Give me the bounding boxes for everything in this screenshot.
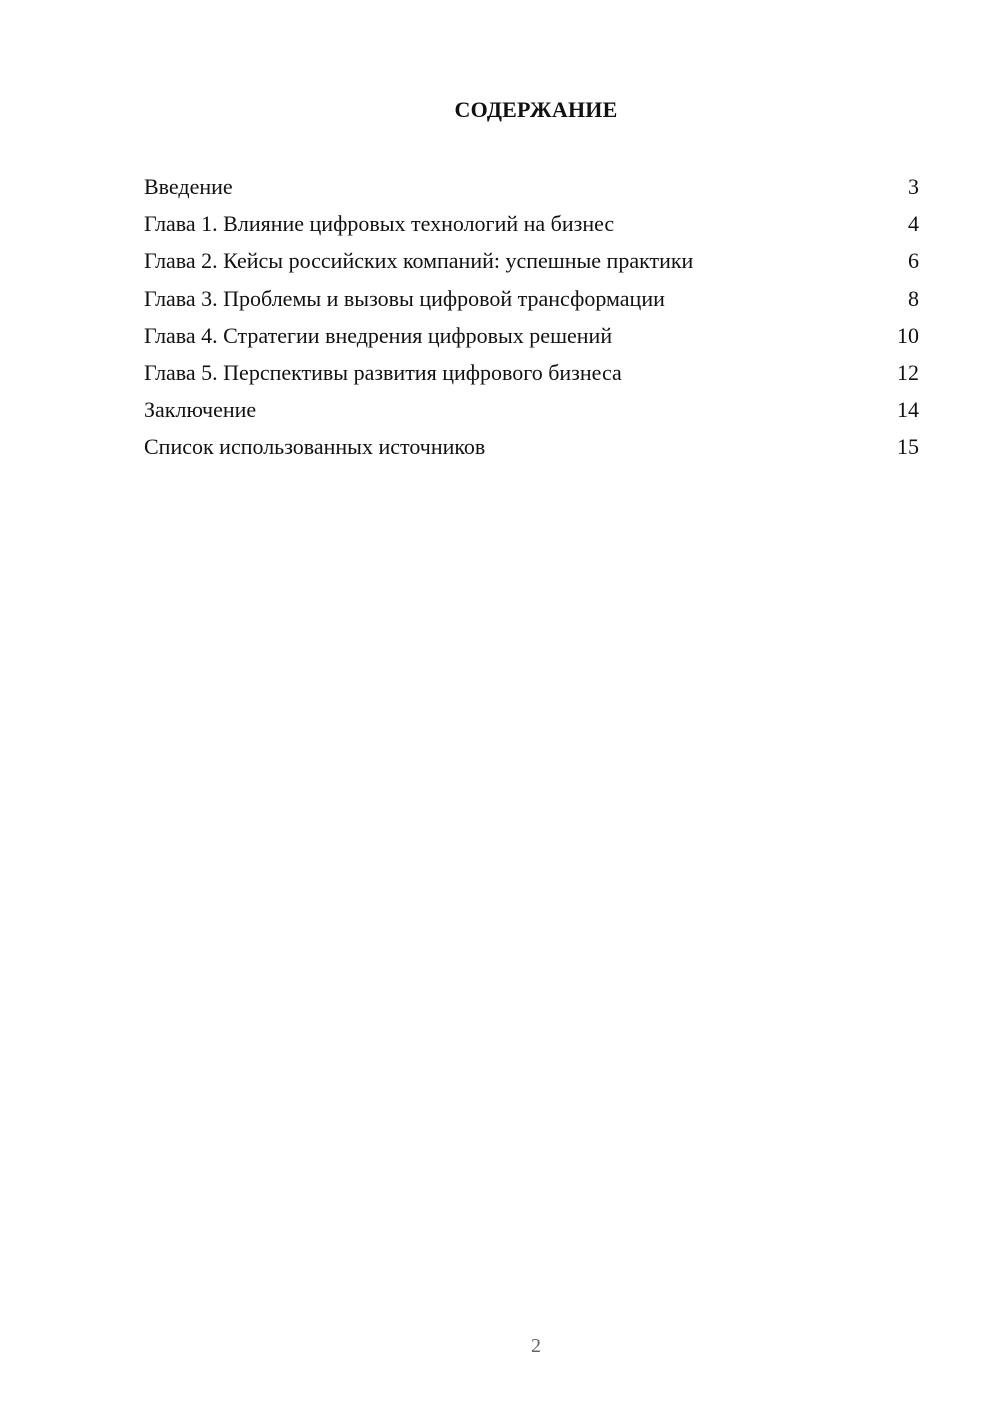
toc-item-references[interactable] [144, 428, 919, 465]
toc-item-page: 12 [897, 359, 919, 385]
toc-item-introduction[interactable] [144, 168, 919, 205]
toc-item-label: Глава 5. Перспективы развития цифрового бизнеса [144, 359, 622, 385]
toc-item-label: Глава 2. Кейсы российских компаний: успешные практики [144, 248, 694, 274]
toc-item-label: Глава 3. Проблемы и вызовы цифровой трансформации [144, 285, 665, 311]
toc-item-page: 3 [908, 174, 919, 199]
page-number: 2 [531, 1335, 541, 1357]
toc-item-label: Глава 1. Влияние цифровых технологий на бизнес [144, 211, 615, 237]
toc-item-page: 6 [908, 248, 919, 274]
toc-item-chapter-5[interactable] [144, 354, 919, 391]
toc-item-chapter-4[interactable] [144, 317, 919, 354]
toc-item-page: 8 [908, 285, 919, 311]
toc-item-label: Список использованных источников [144, 434, 486, 460]
toc-item-chapter-1[interactable] [144, 205, 919, 242]
toc-item-chapter-3[interactable] [144, 280, 919, 317]
toc-item-label: Заключение [144, 397, 257, 423]
toc-item-label: Глава 4. Стратегии внедрения цифровых решений [144, 322, 613, 348]
page-title: СОДЕРЖАНИЕ [454, 97, 618, 122]
toc-item-page: 14 [897, 397, 919, 423]
toc-item-label: Введение [144, 174, 233, 199]
toc-item-page: 15 [897, 434, 919, 460]
toc-item-conclusion[interactable] [144, 391, 919, 428]
toc-item-page: 4 [908, 211, 919, 237]
toc-item-page: 10 [897, 322, 919, 348]
toc-item-chapter-2[interactable] [144, 242, 919, 279]
table-of-contents [144, 168, 919, 466]
